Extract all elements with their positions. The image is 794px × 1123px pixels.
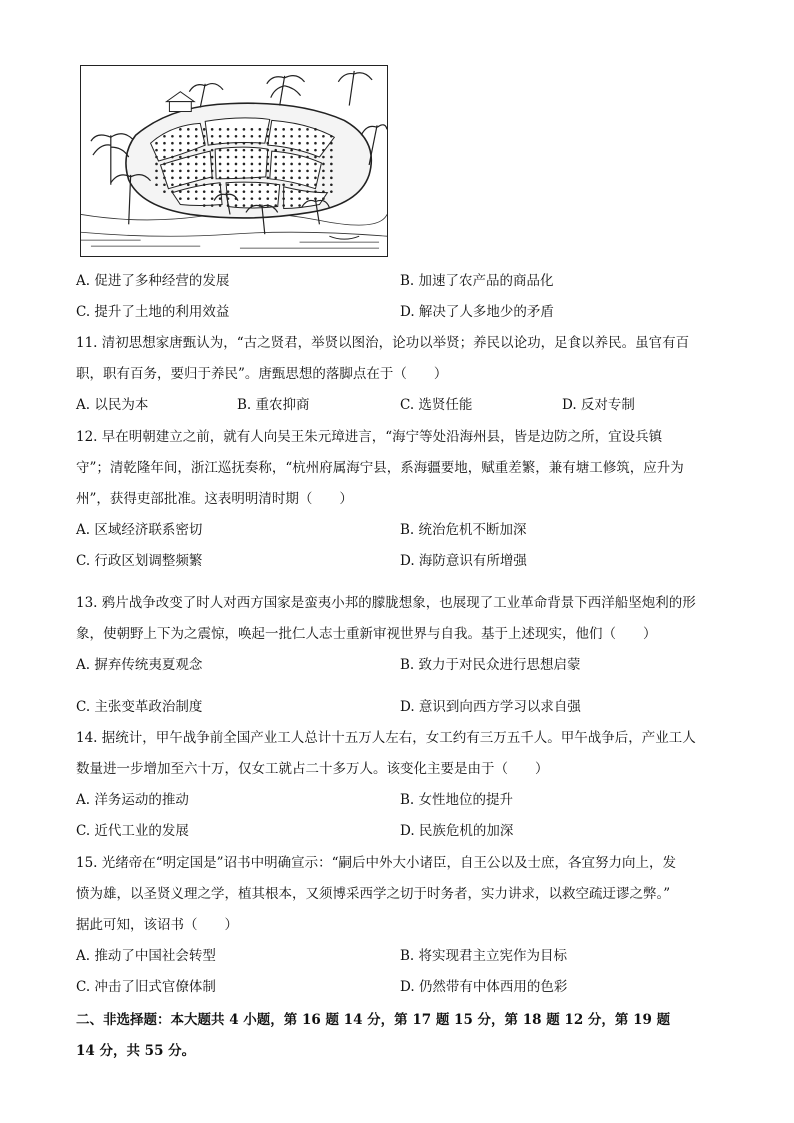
q12-stem-line-1: 12. 早在明朝建立之前，就有人向吴王朱元璋进言，“海宁等处沿海州县，皆是边防之所，宜设兵镇 <box>76 429 663 445</box>
q11-option-d: D. 反对专制 <box>562 397 635 413</box>
q11-option-c: C. 选贤任能 <box>400 397 473 413</box>
section-2-heading-line-2: 14 分，共 55 分。 <box>76 1043 196 1059</box>
q12-option-b: B. 统治危机不断加深 <box>400 522 527 538</box>
q15-option-a: A. 推动了中国社会转型 <box>76 948 216 964</box>
q12-option-a: A. 区域经济联系密切 <box>76 522 203 538</box>
q12-stem-line-3: 州”，获得吏部批准。这表明明清时期（ ） <box>76 491 353 507</box>
q12-stem-line-2: 守”；清乾隆年间，浙江巡抚奏称，“杭州府属海宁县，系海疆要地，赋重差繁，兼有塘工修筑，应升为 <box>76 460 684 476</box>
q14-option-b: B. 女性地位的提升 <box>400 792 514 808</box>
q14-option-d: D. 民族危机的加深 <box>400 823 514 839</box>
q15-stem-line-2: 愤为雄，以圣贤义理之学，植其根本，又须博采西学之切于时务者，实力讲求，以救空疏迂谬之弊。” <box>76 886 671 902</box>
q14-stem-line-1: 14. 据统计，甲午战争前全国产业工人总计十五万人左右，女工约有三万五千人。甲午战争后，产业工人 <box>76 730 696 746</box>
q12-option-d: D. 海防意识有所增强 <box>400 553 527 569</box>
q14-option-c: C. 近代工业的发展 <box>76 823 189 839</box>
q12-option-c: C. 行政区划调整频繁 <box>76 553 203 569</box>
q13-option-d: D. 意识到向西方学习以求自强 <box>400 699 581 715</box>
q15-option-d: D. 仍然带有中体西用的色彩 <box>400 979 568 995</box>
landscape-illustration <box>80 65 388 257</box>
q13-stem-line-1: 13. 鸦片战争改变了时人对西方国家是蛮夷小邦的朦胧想象，也展现了工业革命背景下西洋船坚炮利的形 <box>76 595 696 611</box>
q10-option-a: A. 促进了多种经营的发展 <box>76 273 230 289</box>
q11-stem-line-2: 职，职有百务，要归于养民”。唐甄思想的落脚点在于（ ） <box>76 366 448 382</box>
q14-stem-line-2: 数量进一步增加至六十万，仅女工就占二十多万人。该变化主要是由于（ ） <box>76 761 549 777</box>
q15-stem-line-3: 据此可知，该诏书（ ） <box>76 917 238 933</box>
q11-stem-line-1: 11. 清初思想家唐甄认为，“古之贤君，举贤以图治，论功以举贤；养民以论功，足食以养民。虽官有百 <box>76 335 690 351</box>
q13-option-a: A. 摒弃传统夷夏观念 <box>76 657 203 673</box>
q15-option-b: B. 将实现君主立宪作为目标 <box>400 948 568 964</box>
q13-option-b: B. 致力于对民众进行思想启蒙 <box>400 657 581 673</box>
section-2-heading-line-1: 二、非选择题：本大题共 4 小题，第 16 题 14 分，第 17 题 15 分，第 18 题 12 分，第 19 题 <box>76 1012 671 1028</box>
q10-option-c: C. 提升了土地的利用效益 <box>76 304 230 320</box>
q11-option-a: A. 以民为本 <box>76 397 149 413</box>
q13-option-c: C. 主张变革政治制度 <box>76 699 203 715</box>
q15-option-c: C. 冲击了旧式官僚体制 <box>76 979 216 995</box>
q14-option-a: A. 洋务运动的推动 <box>76 792 189 808</box>
q13-stem-line-2: 象，使朝野上下为之震惊，唤起一批仁人志士重新审视世界与自我。基于上述现实，他们（ ） <box>76 626 657 642</box>
q10-option-b: B. 加速了农产品的商品化 <box>400 273 554 289</box>
q15-stem-line-1: 15. 光绪帝在“明定国是”诏书中明确宣示：“嗣后中外大小诸臣，自王公以及士庶，各宜努力向上，发 <box>76 855 676 871</box>
q10-option-d: D. 解决了人多地少的矛盾 <box>400 304 554 320</box>
q11-option-b: B. 重农抑商 <box>237 397 310 413</box>
